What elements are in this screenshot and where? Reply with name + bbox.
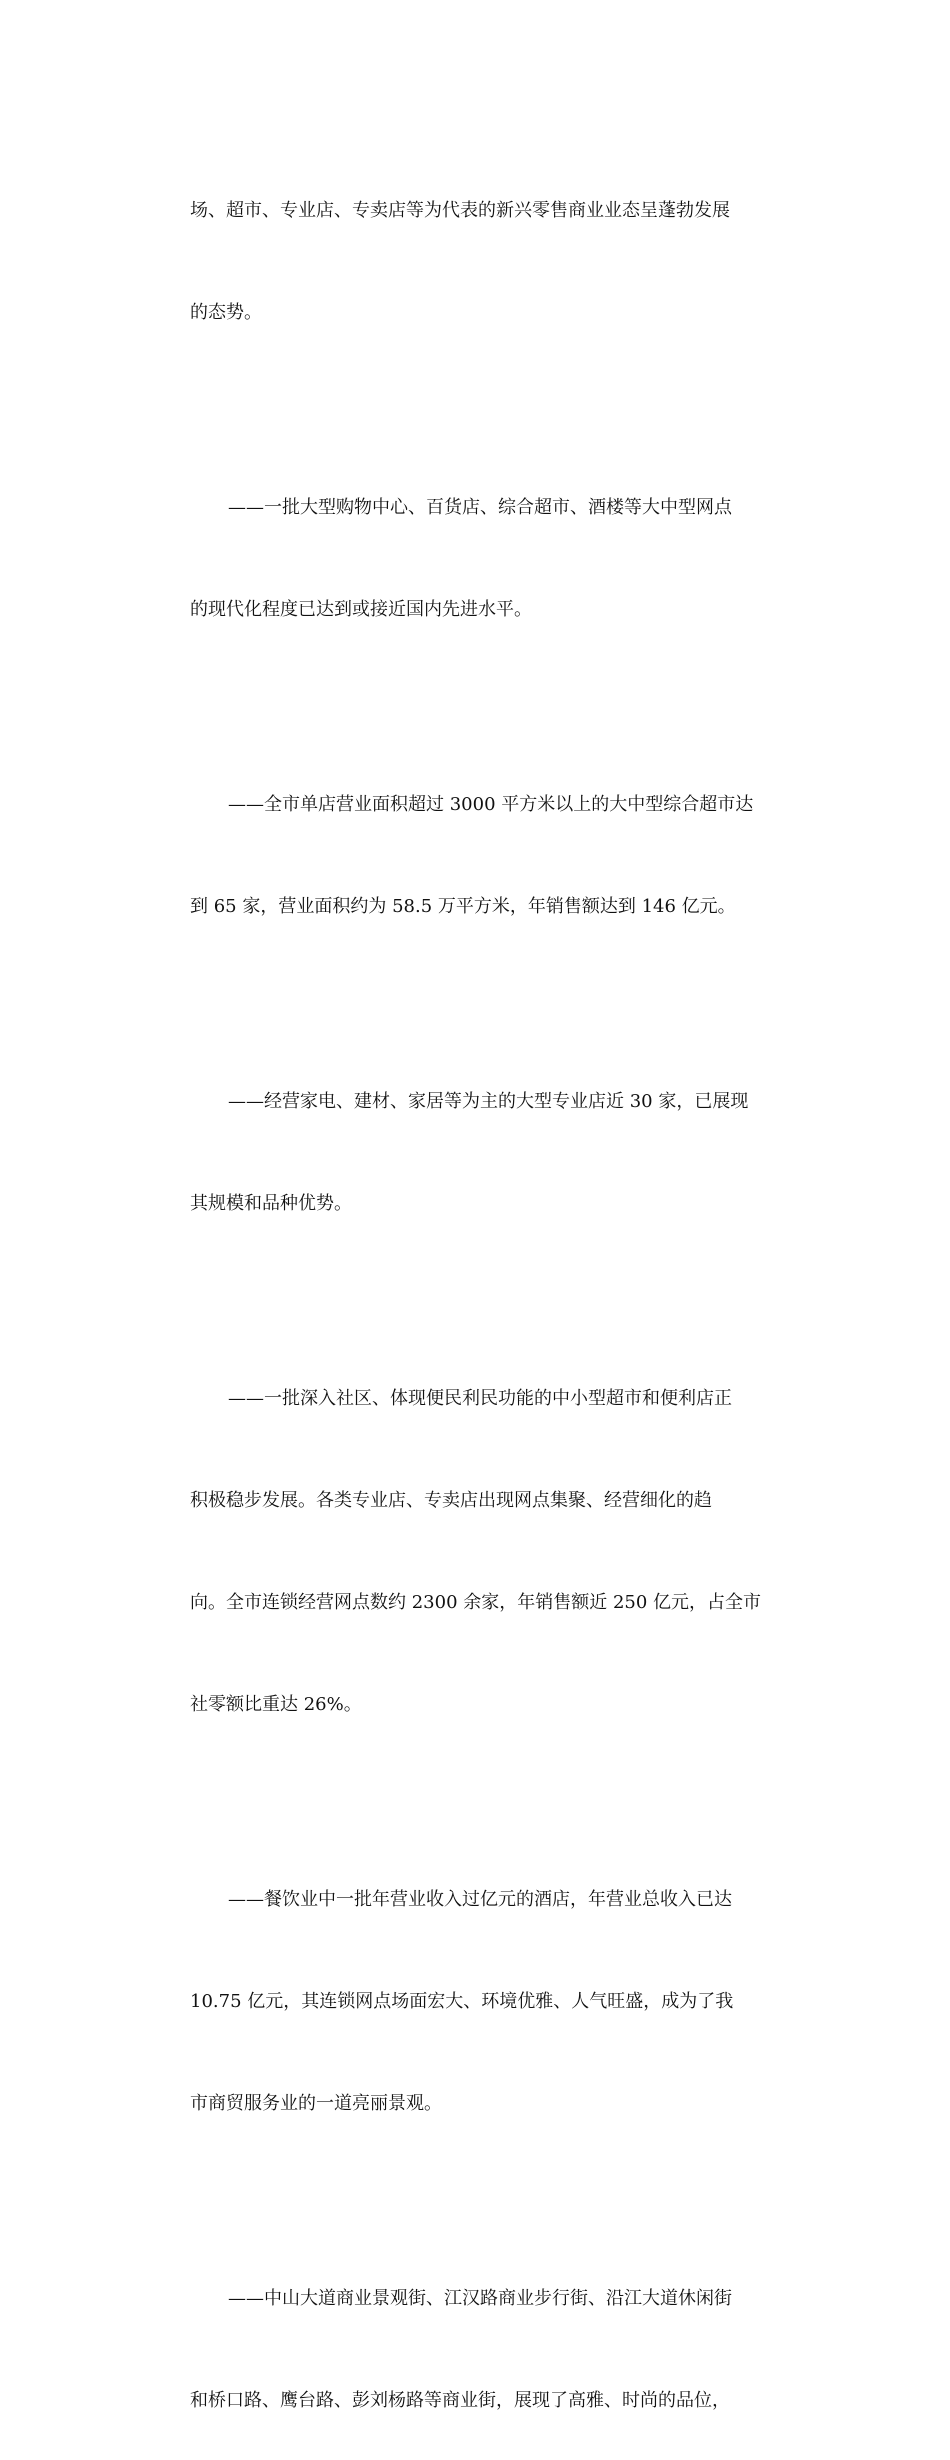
paragraph-5 [190,1314,770,1790]
text-line: ——经营家电、建材、家居等为主的大型专业店近 30 家，已展现 [228,1091,749,1112]
text-line: 的现代化程度已达到或接近国内先进水平。 [190,599,532,620]
text-line: 向。全市连锁经营网点数约 2300 余家，年销售额近 250 亿元，占全市 [190,1592,762,1613]
text-line: 10.75 亿元，其连锁网点场面宏大、环境优雅、人气旺盛，成为了我 [190,1991,734,2012]
paragraph-1 [190,126,770,398]
paragraph-4 [190,1017,770,1289]
text-line: 和桥口路、鹰台路、彭刘杨路等商业街，展现了高雅、时尚的品位， [190,2390,730,2411]
paragraph-7 [190,2214,770,2460]
text-line: 社零额比重达 26%。 [190,1694,362,1715]
paragraph-3 [190,720,770,992]
text-line: ——一批大型购物中心、百货店、综合超市、酒楼等大中型网点 [228,497,732,518]
text-line: ——一批深入社区、体现便民利民功能的中小型超市和便利店正 [228,1388,732,1409]
text-line: 积极稳步发展。各类专业店、专卖店出现网点集聚、经营细化的趋 [190,1490,712,1511]
paragraph-6 [190,1815,770,2189]
paragraph-2 [190,423,770,695]
text-line: 到 65 家，营业面积约为 58.5 万平方米，年销售额达到 146 亿元。 [190,896,736,917]
text-line: 其规模和品种优势。 [190,1193,352,1214]
document-body [190,126,770,2460]
text-line: ——中山大道商业景观街、江汉路商业步行街、沿江大道休闲街 [228,2288,732,2309]
text-line: 场、超市、专业店、专卖店等为代表的新兴零售商业业态呈蓬勃发展 [190,200,730,221]
text-line: 市商贸服务业的一道亮丽景观。 [190,2093,442,2114]
text-line: ——餐饮业中一批年营业收入过亿元的酒店，年营业总收入已达 [228,1889,732,1910]
text-line: 的态势。 [190,302,262,323]
text-line: ——全市单店营业面积超过 3000 平方米以上的大中型综合超市达 [228,794,754,815]
